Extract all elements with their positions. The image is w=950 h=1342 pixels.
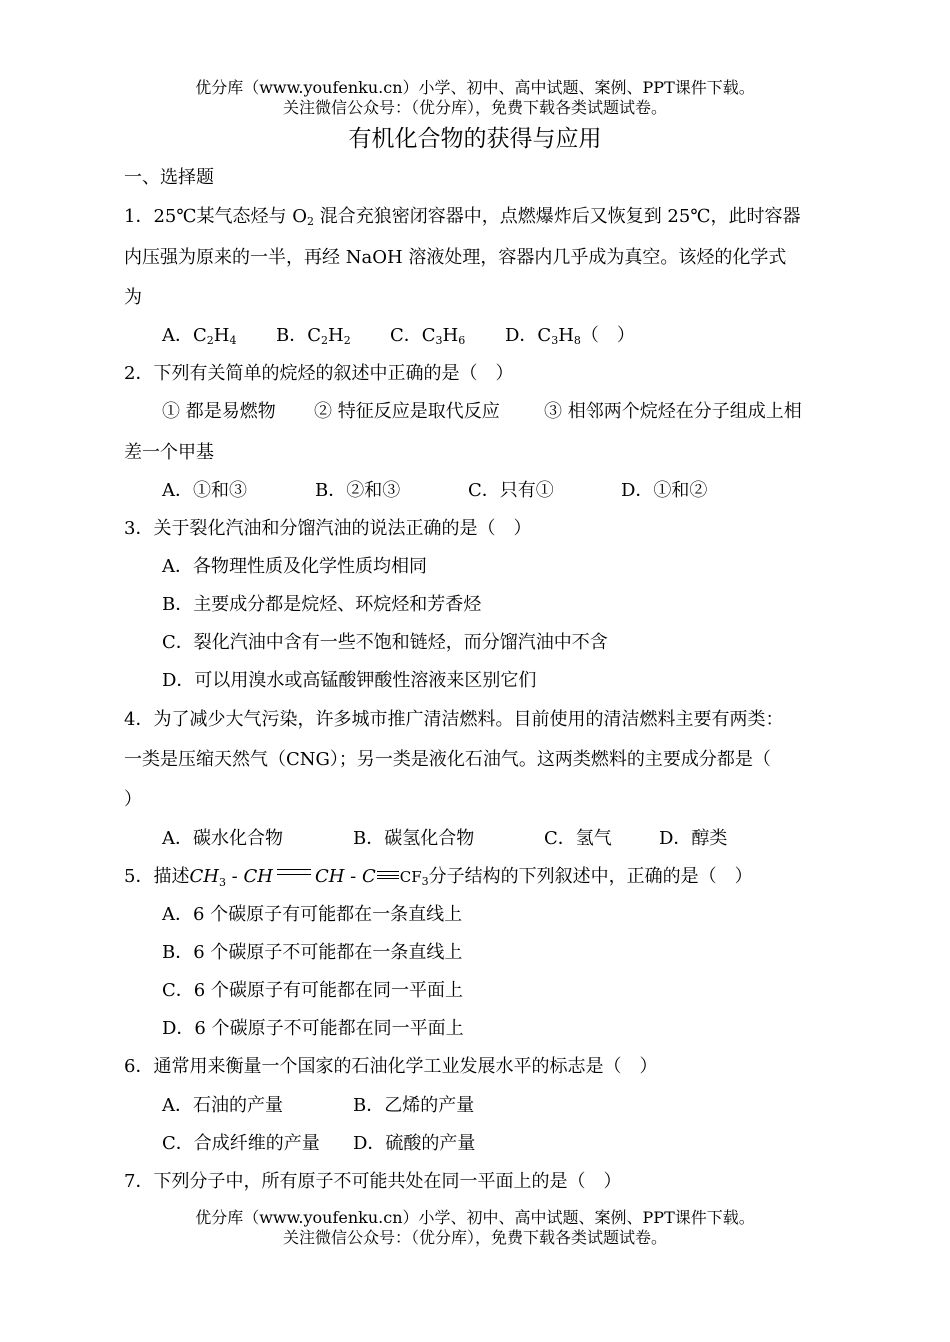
question-1-options — [162, 324, 635, 348]
option-d: D．醇类 — [659, 828, 728, 849]
question-2-options — [162, 479, 707, 503]
question-1-line-2: 内压强为原来的一半，再经 NaOH 溶液处理，容器内几乎成为真空。该烃的化学式 — [124, 247, 787, 268]
question-3-stem: 3．关于裂化汽油和分馏汽油的说法正确的是（ ） — [124, 518, 532, 539]
question-5-option-c: C．6 个碳原子有可能都在同一平面上 — [162, 980, 463, 1001]
question-4-options — [162, 827, 727, 851]
option-a: A．石油的产量 — [162, 1095, 283, 1116]
option-b: B．$C_2H_2$ — [276, 325, 351, 347]
option-c: C．合成纤维的产量 — [162, 1133, 320, 1154]
option-a: A．①和③ — [162, 480, 247, 501]
footer-line-1: 优分库（www.youfenku.cn）小学、初中、高中试题、案例、PPT课件下载。 — [195, 1208, 755, 1227]
section-heading: 一、选择题 — [124, 167, 214, 188]
question-3-option-c: C．裂化汽油中含有一些不饱和链烃，而分馏汽油中不含 — [162, 632, 608, 653]
option-a: A．$C_2H_4$ — [162, 325, 237, 347]
question-6-stem: 6．通常用来衡量一个国家的石油化学工业发展水平的标志是（ ） — [124, 1056, 658, 1077]
option-c: C．$C_3H_6$ — [390, 325, 466, 347]
page-footer — [0, 1208, 950, 1248]
option-d: D．①和② — [621, 480, 708, 501]
triple-bond-icon — [377, 870, 399, 880]
option-d: D．$C_3H_8$ — [505, 325, 581, 347]
option-c: C．氢气 — [544, 828, 612, 849]
question-3-option-a: A．各物理性质及化学性质均相同 — [162, 556, 427, 577]
question-5-option-d: D．6 个碳原子不可能都在同一平面上 — [162, 1018, 464, 1039]
option-b: B．碳氢化合物 — [353, 828, 475, 849]
option-b: B．乙烯的产量 — [353, 1095, 475, 1116]
double-bond-icon — [277, 868, 311, 878]
question-2-statements: ① 都是易燃物 ② 特征反应是取代反应 ③ 相邻两个烷烃在分子组成上相 — [162, 401, 802, 422]
structural-formula: $CH_3$ - CH CH - C — [189, 866, 376, 889]
question-2-statements-cont: 差一个甲基 — [124, 442, 214, 463]
question-4-line-2: 一类是压缩天然气（CNG）；另一类是液化石油气。这两类燃料的主要成分都是（ — [124, 749, 771, 770]
question-1-line-3: 为 — [124, 287, 142, 308]
question-7-stem: 7．下列分子中，所有原子不可能共处在同一平面上的是（ ） — [124, 1171, 622, 1192]
question-3-option-b: B．主要成分都是烷烃、环烷烃和芳香烃 — [162, 594, 482, 615]
footer-line-2: 关注微信公众号：（优分库），免费下载各类试题试卷。 — [282, 1228, 667, 1247]
question-5-option-a: A．6 个碳原子有可能都在一条直线上 — [162, 904, 463, 925]
page-header — [0, 78, 950, 118]
question-5-option-b: B．6 个碳原子不可能都在一条直线上 — [162, 942, 463, 963]
header-line-1: 优分库（www.youfenku.cn）小学、初中、高中试题、案例、PPT课件下载。 — [195, 78, 755, 97]
option-c: C．只有① — [468, 480, 554, 501]
question-6-options-row-1 — [162, 1094, 474, 1118]
header-line-2: 关注微信公众号：（优分库），免费下载各类试题试卷。 — [282, 98, 667, 117]
question-3-option-d: D．可以用溴水或高锰酸钾酸性溶液来区别它们 — [162, 670, 537, 691]
page-title: 有机化合物的获得与应用 — [348, 126, 602, 152]
question-1-line-1: 1．25℃某气态烃与 $O_2$ 混合充狼密闭容器中，点燃爆炸后又恢复到 25℃，此时容器 — [124, 206, 801, 228]
answer-blank: （ ） — [580, 325, 635, 346]
question-4-line-1: 4．为了减少大气污染，许多城市推广清洁燃料。目前使用的清洁燃料主要有两类： — [124, 709, 784, 730]
option-d: D．硫酸的产量 — [353, 1133, 476, 1154]
question-6-options-row-2 — [162, 1132, 475, 1156]
option-a: A．碳水化合物 — [162, 828, 283, 849]
question-4-line-3: ） — [124, 789, 142, 810]
question-2-stem: 2．下列有关简单的烷烃的叙述中正确的是（ ） — [124, 363, 514, 384]
option-b: B．②和③ — [315, 480, 401, 501]
question-5-stem: 5．描述$CH_3$ - CH CH - C $CF_3$分子结构的下列叙述中，正确的是（ ） — [124, 866, 753, 889]
